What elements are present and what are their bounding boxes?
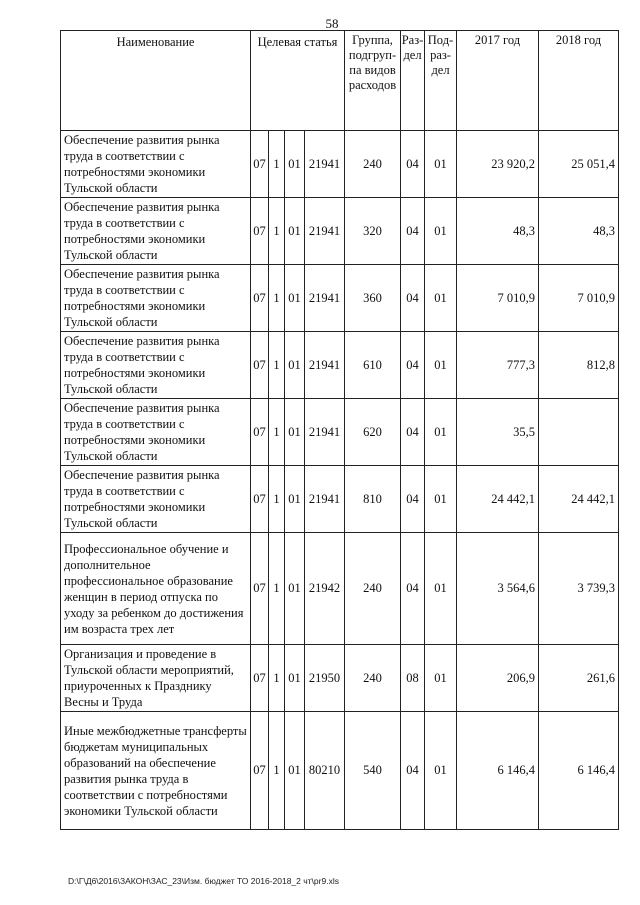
- code-1: 07: [251, 332, 269, 399]
- subsection-cell: 01: [425, 399, 457, 466]
- value-2018: 6 146,4: [539, 712, 619, 830]
- value-2017: 6 146,4: [457, 712, 539, 830]
- table-row: [61, 533, 619, 645]
- subsection-cell: 01: [425, 332, 457, 399]
- group-cell: 540: [345, 712, 401, 830]
- value-2018: 25 051,4: [539, 131, 619, 198]
- code-4: 21941: [305, 131, 345, 198]
- code-4: 21941: [305, 466, 345, 533]
- group-cell: 810: [345, 466, 401, 533]
- table-row: [61, 131, 619, 198]
- section-cell: 04: [401, 198, 425, 265]
- row-name: Профессиональное обучение и дополнительное профессиональное образование женщин в период отпуска по уходу за ребенком до достижения им возраста трех лет: [61, 533, 251, 645]
- group-cell: 360: [345, 265, 401, 332]
- header-subsection: Под-раз-дел: [425, 31, 457, 131]
- subsection-cell: 01: [425, 131, 457, 198]
- value-2018: 24 442,1: [539, 466, 619, 533]
- value-2017: 3 564,6: [457, 533, 539, 645]
- value-2017: 24 442,1: [457, 466, 539, 533]
- code-3: 01: [285, 131, 305, 198]
- value-2017: 35,5: [457, 399, 539, 466]
- table-row: [61, 332, 619, 399]
- header-name: Наименование: [61, 31, 251, 131]
- value-2018: [539, 399, 619, 466]
- subsection-cell: 01: [425, 198, 457, 265]
- section-cell: 08: [401, 645, 425, 712]
- group-cell: 610: [345, 332, 401, 399]
- code-3: 01: [285, 198, 305, 265]
- code-3: 01: [285, 399, 305, 466]
- value-2017: 7 010,9: [457, 265, 539, 332]
- table-row: [61, 712, 619, 830]
- code-2: 1: [269, 399, 285, 466]
- code-3: 01: [285, 466, 305, 533]
- code-2: 1: [269, 198, 285, 265]
- table-row: [61, 466, 619, 533]
- header-2017: 2017 год: [457, 31, 539, 131]
- code-4: 21950: [305, 645, 345, 712]
- section-cell: 04: [401, 533, 425, 645]
- subsection-cell: 01: [425, 533, 457, 645]
- group-cell: 620: [345, 399, 401, 466]
- row-name: Обеспечение развития рынка труда в соответствии с потребностями экономики Тульской области: [61, 399, 251, 466]
- row-name: Обеспечение развития рынка труда в соответствии с потребностями экономики Тульской области: [61, 131, 251, 198]
- code-1: 07: [251, 533, 269, 645]
- row-name: Организация и проведение в Тульской области мероприятий, приуроченных к Празднику Весны и Труда: [61, 645, 251, 712]
- code-1: 07: [251, 645, 269, 712]
- code-2: 1: [269, 645, 285, 712]
- section-cell: 04: [401, 265, 425, 332]
- code-3: 01: [285, 533, 305, 645]
- group-cell: 240: [345, 533, 401, 645]
- header-target-article: Целевая статья: [251, 31, 345, 131]
- subsection-cell: 01: [425, 466, 457, 533]
- code-2: 1: [269, 131, 285, 198]
- code-1: 07: [251, 265, 269, 332]
- value-2017: 23 920,2: [457, 131, 539, 198]
- value-2018: 3 739,3: [539, 533, 619, 645]
- table-row: [61, 265, 619, 332]
- code-1: 07: [251, 131, 269, 198]
- code-4: 21942: [305, 533, 345, 645]
- subsection-cell: 01: [425, 265, 457, 332]
- code-1: 07: [251, 712, 269, 830]
- section-cell: 04: [401, 399, 425, 466]
- header-2018: 2018 год: [539, 31, 619, 131]
- budget-table: [60, 30, 619, 830]
- code-2: 1: [269, 533, 285, 645]
- code-1: 07: [251, 198, 269, 265]
- code-4: 21941: [305, 399, 345, 466]
- row-name: Обеспечение развития рынка труда в соответствии с потребностями экономики Тульской области: [61, 332, 251, 399]
- value-2017: 777,3: [457, 332, 539, 399]
- header-group: Группа, подгруп-па видов расходов: [345, 31, 401, 131]
- subsection-cell: 01: [425, 645, 457, 712]
- code-4: 21941: [305, 198, 345, 265]
- section-cell: 04: [401, 131, 425, 198]
- code-1: 07: [251, 466, 269, 533]
- section-cell: 04: [401, 712, 425, 830]
- code-2: 1: [269, 712, 285, 830]
- code-2: 1: [269, 466, 285, 533]
- code-4: 21941: [305, 265, 345, 332]
- table-row: [61, 645, 619, 712]
- row-name: Иные межбюджетные трансферты бюджетам муниципальных образований на обеспечение развития рынка труда в соответствии с потребностями экономики Тульской области: [61, 712, 251, 830]
- value-2017: 48,3: [457, 198, 539, 265]
- code-4: 80210: [305, 712, 345, 830]
- value-2018: 261,6: [539, 645, 619, 712]
- footer-file-path: D:\Г\Д6\2016\ЗАКОН\ЗАС_23\Изм. бюджет ТО 2016-2018_2 чт\pr9.xls: [68, 876, 339, 886]
- code-1: 07: [251, 399, 269, 466]
- header-section: Раз-дел: [401, 31, 425, 131]
- page-number: 58: [325, 16, 339, 31]
- row-name: Обеспечение развития рынка труда в соответствии с потребностями экономики Тульской области: [61, 466, 251, 533]
- code-3: 01: [285, 645, 305, 712]
- code-3: 01: [285, 712, 305, 830]
- value-2017: 206,9: [457, 645, 539, 712]
- row-name: Обеспечение развития рынка труда в соответствии с потребностями экономики Тульской области: [61, 265, 251, 332]
- group-cell: 320: [345, 198, 401, 265]
- code-2: 1: [269, 265, 285, 332]
- section-cell: 04: [401, 466, 425, 533]
- value-2018: 48,3: [539, 198, 619, 265]
- code-2: 1: [269, 332, 285, 399]
- header-row: [61, 31, 619, 131]
- table-row: [61, 399, 619, 466]
- group-cell: 240: [345, 131, 401, 198]
- code-3: 01: [285, 265, 305, 332]
- code-3: 01: [285, 332, 305, 399]
- value-2018: 812,8: [539, 332, 619, 399]
- section-cell: 04: [401, 332, 425, 399]
- value-2018: 7 010,9: [539, 265, 619, 332]
- row-name: Обеспечение развития рынка труда в соответствии с потребностями экономики Тульской области: [61, 198, 251, 265]
- subsection-cell: 01: [425, 712, 457, 830]
- group-cell: 240: [345, 645, 401, 712]
- table-row: [61, 198, 619, 265]
- code-4: 21941: [305, 332, 345, 399]
